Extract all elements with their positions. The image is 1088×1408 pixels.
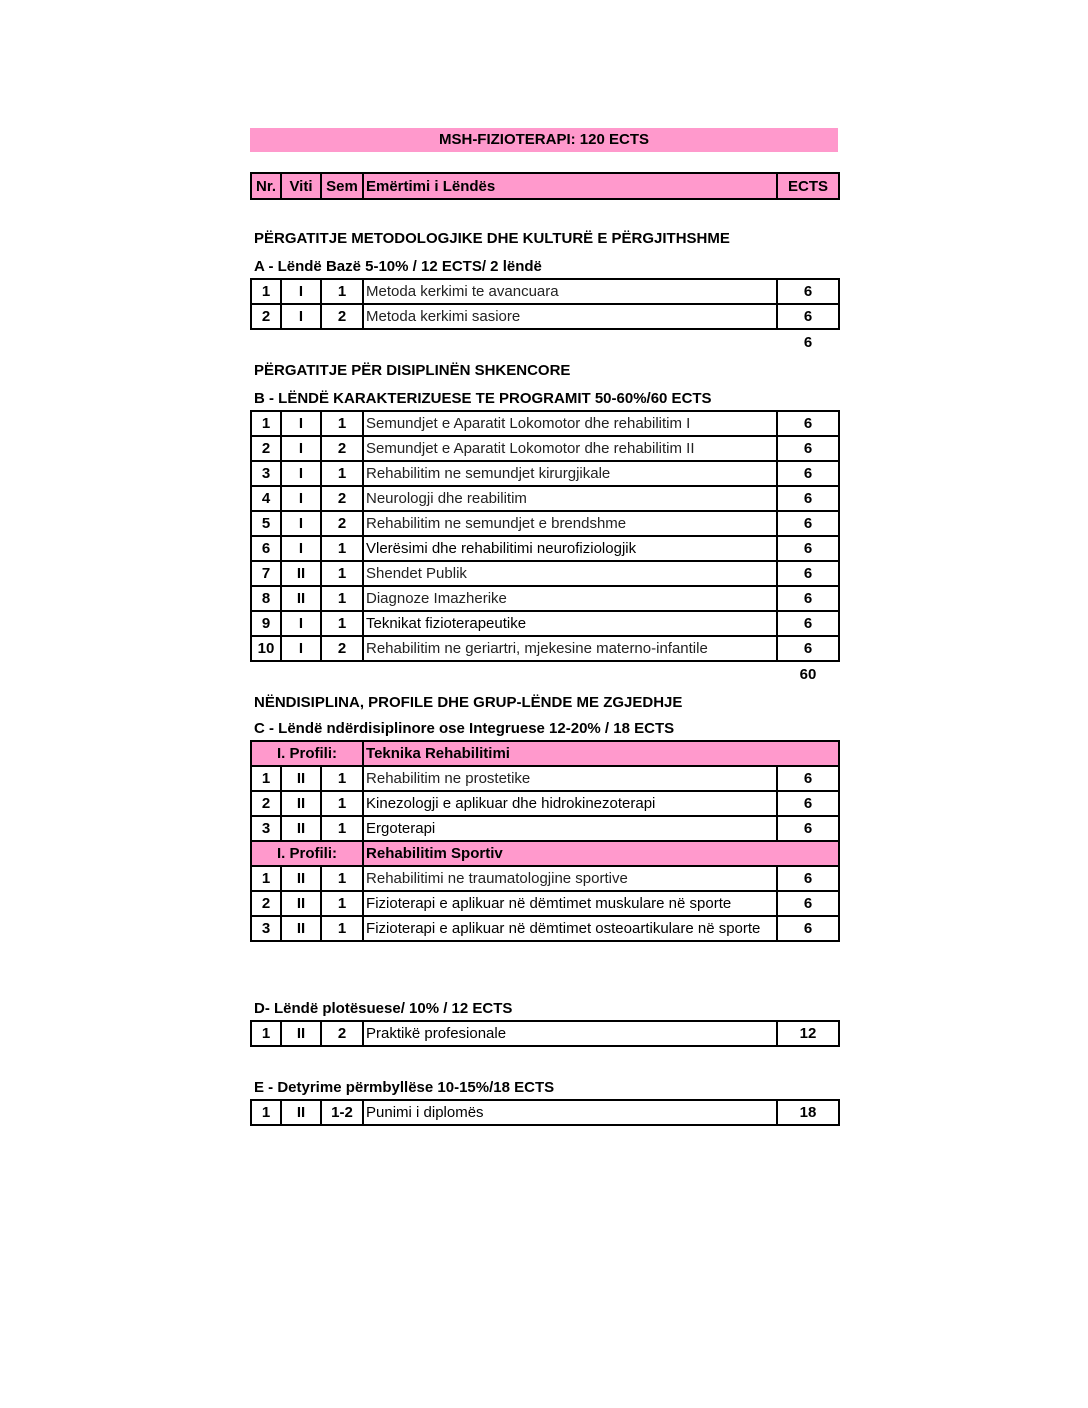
cell-sem: 1 (321, 611, 363, 636)
cell-nr: 1 (251, 411, 281, 436)
table-row (251, 436, 839, 461)
cell-ects: 6 (777, 536, 839, 561)
cell-viti: II (281, 766, 321, 791)
cell-sem: 1 (321, 891, 363, 916)
cell-nr: 1 (251, 766, 281, 791)
cell-nr: 2 (251, 791, 281, 816)
cell-viti: II (281, 586, 321, 611)
cell-sem: 1 (321, 766, 363, 791)
cell-nr: 3 (251, 916, 281, 941)
section-b-total: 60 (799, 666, 817, 683)
cell-name: Shendet Publik (363, 561, 777, 586)
cell-ects: 6 (777, 816, 839, 841)
cell-name: Metoda kerkimi sasiore (363, 304, 777, 329)
cell-name: Rehabilitim ne prostetike (363, 766, 777, 791)
cell-sem: 1 (321, 816, 363, 841)
table-row (251, 791, 839, 816)
section-a-table (250, 278, 840, 330)
cell-ects: 6 (777, 486, 839, 511)
cell-name: Vlerësimi dhe rehabilitimi neurofiziologjik (363, 536, 777, 561)
cell-ects: 12 (777, 1021, 839, 1046)
cell-viti: I (281, 611, 321, 636)
cell-ects: 18 (777, 1100, 839, 1125)
cell-viti: II (281, 561, 321, 586)
section-d-table (250, 1020, 840, 1047)
profile-2-row (251, 841, 839, 866)
cell-ects: 6 (777, 891, 839, 916)
cell-viti: I (281, 486, 321, 511)
page-title: MSH-FIZIOTERAPI: 120 ECTS (250, 128, 838, 152)
header-table (250, 172, 840, 200)
table-row (251, 536, 839, 561)
cell-ects: 6 (777, 304, 839, 329)
table-row (251, 866, 839, 891)
cell-nr: 1 (251, 1100, 281, 1125)
cell-name: Rehabilitim ne semundjet kirurgjikale (363, 461, 777, 486)
table-row (251, 1021, 839, 1046)
table-row (251, 461, 839, 486)
profile-1-row (251, 741, 839, 766)
cell-ects: 6 (777, 766, 839, 791)
section-a-heading: PËRGATITJE METODOLOGJIKE DHE KULTURË E PËRGJITHSHME (254, 230, 730, 247)
cell-name: Fizioterapi e aplikuar në dëmtimet muskulare në sporte (363, 891, 777, 916)
profile-1-label: I. Profili: (251, 741, 363, 766)
cell-viti: I (281, 636, 321, 661)
cell-sem: 1 (321, 536, 363, 561)
section-c-subheading: C - Lëndë ndërdisiplinore ose Integruese 12-20% / 18 ECTS (254, 720, 675, 737)
cell-ects: 6 (777, 791, 839, 816)
cell-sem: 2 (321, 636, 363, 661)
cell-viti: I (281, 279, 321, 304)
cell-sem: 1 (321, 866, 363, 891)
profile-2-name: Rehabilitim Sportiv (363, 841, 839, 866)
cell-viti: I (281, 436, 321, 461)
cell-ects: 6 (777, 279, 839, 304)
cell-viti: II (281, 866, 321, 891)
cell-sem: 2 (321, 436, 363, 461)
header-sem: Sem (321, 173, 363, 199)
cell-ects: 6 (777, 611, 839, 636)
section-a-subheading: A - Lëndë Bazë 5-10% / 12 ECTS/ 2 lëndë (254, 258, 542, 275)
cell-name: Neurologji dhe reabilitim (363, 486, 777, 511)
header-row (251, 173, 839, 199)
cell-sem: 2 (321, 511, 363, 536)
cell-nr: 3 (251, 461, 281, 486)
cell-sem: 1 (321, 586, 363, 611)
section-a-total: 6 (803, 334, 813, 351)
section-b-heading: PËRGATITJE PËR DISIPLINËN SHKENCORE (254, 362, 571, 379)
cell-name: Praktikë profesionale (363, 1021, 777, 1046)
cell-sem: 1 (321, 561, 363, 586)
cell-sem: 2 (321, 486, 363, 511)
section-c-table (250, 740, 840, 942)
cell-sem: 1 (321, 916, 363, 941)
cell-sem: 2 (321, 1021, 363, 1046)
cell-nr: 5 (251, 511, 281, 536)
cell-viti: I (281, 304, 321, 329)
cell-nr: 8 (251, 586, 281, 611)
cell-sem: 1 (321, 791, 363, 816)
cell-ects: 6 (777, 511, 839, 536)
header-nr: Nr. (251, 173, 281, 199)
table-row (251, 1100, 839, 1125)
cell-viti: II (281, 891, 321, 916)
cell-ects: 6 (777, 411, 839, 436)
cell-name: Rehabilitim ne semundjet e brendshme (363, 511, 777, 536)
cell-ects: 6 (777, 916, 839, 941)
cell-name: Semundjet e Aparatit Lokomotor dhe rehabilitim I (363, 411, 777, 436)
cell-nr: 2 (251, 436, 281, 461)
cell-viti: II (281, 916, 321, 941)
cell-viti: II (281, 816, 321, 841)
cell-ects: 6 (777, 461, 839, 486)
section-e-subheading: E - Detyrime përmbyllëse 10-15%/18 ECTS (254, 1079, 555, 1096)
cell-nr: 1 (251, 866, 281, 891)
table-row (251, 586, 839, 611)
cell-viti: II (281, 1021, 321, 1046)
table-row (251, 766, 839, 791)
cell-sem: 1 (321, 461, 363, 486)
cell-nr: 1 (251, 1021, 281, 1046)
cell-nr: 3 (251, 816, 281, 841)
cell-name: Kinezologji e aplikuar dhe hidrokinezoterapi (363, 791, 777, 816)
section-b-total-row (250, 662, 838, 688)
cell-viti: I (281, 461, 321, 486)
cell-viti: I (281, 411, 321, 436)
cell-name: Punimi i diplomës (363, 1100, 777, 1125)
header-emertimi: Emërtimi i Lëndës (363, 173, 777, 199)
cell-nr: 2 (251, 304, 281, 329)
table-row (251, 636, 839, 661)
table-row (251, 561, 839, 586)
section-b-table (250, 410, 840, 662)
cell-name: Teknikat fizioterapeutike (363, 611, 777, 636)
cell-nr: 1 (251, 279, 281, 304)
cell-ects: 6 (777, 636, 839, 661)
cell-nr: 4 (251, 486, 281, 511)
cell-name: Semundjet e Aparatit Lokomotor dhe rehabilitim II (363, 436, 777, 461)
profile-2-label: I. Profili: (251, 841, 363, 866)
table-row (251, 486, 839, 511)
cell-ects: 6 (777, 561, 839, 586)
cell-name: Rehabilitimi ne traumatologjine sportive (363, 866, 777, 891)
section-b-subheading: B - LËNDË KARAKTERIZUESE TE PROGRAMIT 50-60%/60 ECTS (254, 390, 712, 407)
table-row (251, 891, 839, 916)
cell-nr: 7 (251, 561, 281, 586)
header-viti: Viti (281, 173, 321, 199)
section-a-total-row (250, 330, 838, 356)
cell-viti: I (281, 511, 321, 536)
cell-viti: II (281, 1100, 321, 1125)
cell-sem: 1-2 (321, 1100, 363, 1125)
cell-ects: 6 (777, 436, 839, 461)
cell-nr: 6 (251, 536, 281, 561)
cell-sem: 2 (321, 304, 363, 329)
cell-name: Fizioterapi e aplikuar në dëmtimet osteoartikulare në sporte (363, 916, 777, 941)
table-row (251, 511, 839, 536)
cell-ects: 6 (777, 866, 839, 891)
cell-nr: 9 (251, 611, 281, 636)
table-row (251, 411, 839, 436)
table-row (251, 816, 839, 841)
section-e-table (250, 1099, 840, 1126)
cell-ects: 6 (777, 586, 839, 611)
cell-name: Rehabilitim ne geriartri, mjekesine materno-infantile (363, 636, 777, 661)
header-ects: ECTS (777, 173, 839, 199)
cell-name: Diagnoze Imazherike (363, 586, 777, 611)
table-row (251, 279, 839, 304)
table-row (251, 611, 839, 636)
cell-name: Ergoterapi (363, 816, 777, 841)
section-c-heading: NËNDISIPLINA, PROFILE DHE GRUP-LËNDE ME ZGJEDHJE (254, 694, 683, 711)
profile-1-name: Teknika Rehabilitimi (363, 741, 839, 766)
section-d-subheading: D- Lëndë plotësuese/ 10% / 12 ECTS (254, 1000, 513, 1017)
cell-viti: I (281, 536, 321, 561)
cell-sem: 1 (321, 411, 363, 436)
table-row (251, 916, 839, 941)
cell-viti: II (281, 791, 321, 816)
table-row (251, 304, 839, 329)
cell-sem: 1 (321, 279, 363, 304)
cell-nr: 10 (251, 636, 281, 661)
cell-nr: 2 (251, 891, 281, 916)
curriculum-page (250, 128, 838, 1126)
cell-name: Metoda kerkimi te avancuara (363, 279, 777, 304)
